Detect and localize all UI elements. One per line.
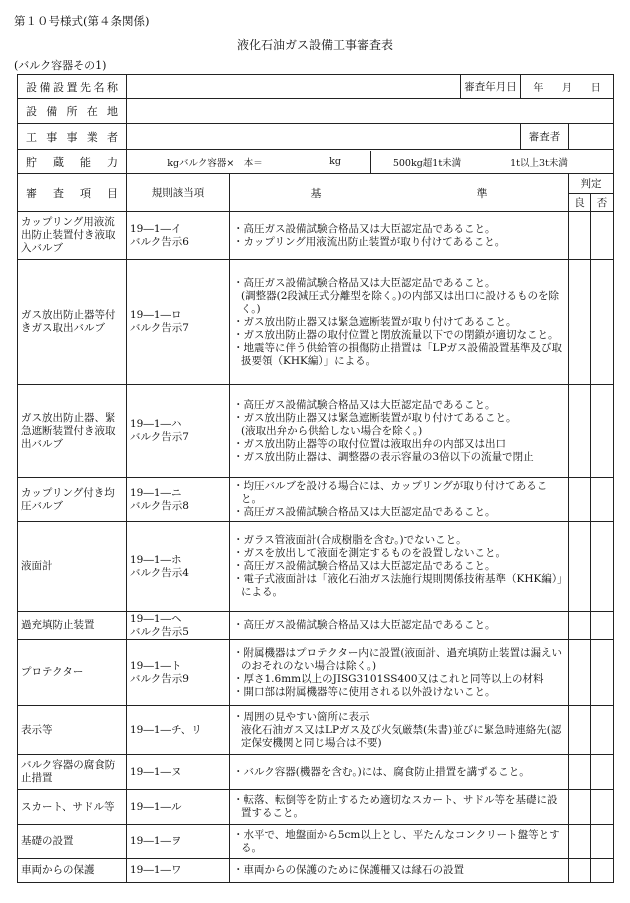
table-row (18, 612, 614, 640)
review-date-field[interactable] (521, 75, 614, 99)
capacity-option-1[interactable]: 500kg超1t未満 (392, 157, 462, 169)
item-cell: 車両からの保護 (18, 859, 127, 883)
clause-line: バルク告示6 (130, 235, 189, 248)
good-check-cell[interactable] (569, 825, 591, 859)
good-check-cell[interactable] (569, 859, 591, 883)
criteria-bullet: ・ 地震等に伴う供給管の損傷防止措置は「LPガス設備設置基準及び取扱要領（KHK編）」による。 (233, 342, 565, 368)
examiner-label: 審査者 (521, 124, 569, 150)
item-cell: 過充填防止装置 (18, 612, 127, 640)
clause-cell (127, 790, 230, 825)
clause-cell (127, 859, 230, 883)
criteria-bullet: ・ 高圧ガス設備試験合格品又は大臣認定品であること。 (233, 506, 565, 519)
date-day: 日 (590, 83, 601, 94)
review-table (17, 74, 614, 883)
criteria-bullet: ・ 厚さ1.6mm以上のJISG3101SS400又はこれと同等以上の材料 (233, 673, 565, 686)
criteria-bullet: ・ ガスを放出して液面を測定するものを設置しないこと。 (233, 547, 565, 560)
clause-line: 19―1―イ (130, 222, 182, 235)
clause-line: バルク告示5 (130, 625, 189, 638)
col-clause-header: 規則該当項 (127, 174, 230, 212)
criteria-bullet: ・ ガス放出防止器又は緊急遮断装置が取り付けてあること。 (233, 316, 565, 329)
criteria-bullet: ・ 開口部は附属機器等に使用される以外設けないこと。 (233, 686, 565, 699)
criteria-cell (230, 212, 569, 260)
good-check-cell[interactable] (569, 478, 591, 522)
clause-line: バルク告示7 (130, 322, 189, 334)
clause-cell (127, 706, 230, 755)
capacity-formula: kgバルク容器× 本＝ (167, 157, 263, 169)
criteria-bullet: ・ 高圧ガス設備試験合格品又は大臣認定品であること。 (233, 223, 565, 236)
examiner-field[interactable] (569, 124, 614, 150)
clause-line: 19―1―ヲ (130, 835, 182, 847)
col-bad-header: 否 (591, 194, 614, 212)
bad-check-cell[interactable] (591, 706, 614, 755)
clause-cell (127, 640, 230, 706)
bad-check-cell[interactable] (591, 640, 614, 706)
capacity-field[interactable] (127, 150, 614, 174)
row-contractor (18, 124, 614, 150)
criteria-bullet: ・ 附属機器はプロテクター内に設置(液面計、過充填防止装置は漏えいのおそれのない場合は除く。) (233, 647, 565, 673)
criteria-bullet: ・ 水平で、地盤面から5cm以上とし、平たんなコンクリート盤等とする。 (233, 829, 565, 855)
bad-check-cell[interactable] (591, 212, 614, 260)
bad-check-cell[interactable] (591, 790, 614, 825)
criteria-cell (230, 640, 569, 706)
table-row (18, 522, 614, 612)
item-cell: プロテクター (18, 640, 127, 706)
clause-line: バルク告示9 (130, 672, 189, 685)
criteria-bullet: ・ 高圧ガス設備試験合格品又は大臣認定品であること。 (233, 619, 565, 632)
item-cell: ガス放出防止器、緊急遮断装置付き液取出バルブ (18, 385, 127, 478)
capacity-label: 貯蔵能力 (18, 150, 127, 174)
clause-line: バルク告示7 (130, 431, 189, 443)
criteria-rows (18, 212, 614, 883)
criteria-bullet: ・ ガス放出防止器等の取付位置は液取出弁の内部又は出口 (233, 438, 565, 451)
criteria-bullet: ・ ガス放出防止器は、調整器の表示容量の3倍以下の流量で閉止 (233, 451, 565, 464)
clause-line: バルク告示4 (130, 566, 189, 579)
criteria-bullet: ・ カップリング用液流出防止装置が取り付けてあること。 (233, 236, 565, 249)
standard-header-b: 準 (476, 186, 488, 200)
table-row (18, 859, 614, 883)
clause-cell (127, 612, 230, 640)
good-check-cell[interactable] (569, 260, 591, 385)
bad-check-cell[interactable] (591, 859, 614, 883)
table-row (18, 825, 614, 859)
criteria-bullet: ・ 高圧ガス設備試験合格品又は大臣認定品であること。 (233, 560, 565, 573)
good-check-cell[interactable] (569, 522, 591, 612)
item-cell: 液面計 (18, 522, 127, 612)
criteria-bullet: ・ 車両からの保護のために保護柵又は縁石の設置 (233, 864, 565, 877)
criteria-bullet: ・ 高圧ガス設備試験合格品又は大臣認定品であること。 (233, 399, 565, 412)
bad-check-cell[interactable] (591, 755, 614, 790)
item-cell: 表示等 (18, 706, 127, 755)
location-field[interactable] (127, 99, 614, 124)
table-row (18, 706, 614, 755)
criteria-bullet: ・ バルク容器(機器を含む。)には、腐食防止措置を講ずること。 (233, 766, 565, 779)
criteria-bullet: ・ ガラス管液面計(合成樹脂を含む。)でないこと。 (233, 534, 565, 547)
clause-cell (127, 212, 230, 260)
bad-check-cell[interactable] (591, 825, 614, 859)
form-subtitle: (バルク容器その1) (14, 59, 107, 72)
clause-cell (127, 260, 230, 385)
site-name-label: 設備設置先名称 (18, 75, 127, 99)
bad-check-cell[interactable] (591, 260, 614, 385)
clause-line: 19―1―ハ (130, 418, 182, 430)
site-name-field[interactable] (127, 75, 461, 99)
clause-line: 19―1―ニ (130, 486, 182, 499)
criteria-cell (230, 522, 569, 612)
row-location (18, 99, 614, 124)
clause-line: 19―1―ワ (130, 864, 182, 876)
good-check-cell[interactable] (569, 612, 591, 640)
bad-check-cell[interactable] (591, 522, 614, 612)
date-year: 年 (533, 83, 544, 94)
clause-line: 19―1―ホ (130, 553, 182, 566)
criteria-cell (230, 385, 569, 478)
contractor-label: 工事事業者 (18, 124, 127, 150)
table-row (18, 755, 614, 790)
criteria-note: (調整器(2段減圧式分離型を除く。)の内部又は出口に設けるものを除く。) (241, 289, 560, 315)
item-cell: スカート、サドル等 (18, 790, 127, 825)
criteria-cell (230, 825, 569, 859)
clause-line: バルク告示8 (130, 499, 189, 512)
criteria-bullet: ・ ガス放出防止器の取付位置と閉放流量以下での閉鎖が適切なこと。 (233, 329, 565, 342)
table-row (18, 640, 614, 706)
clause-cell (127, 825, 230, 859)
bad-check-cell[interactable] (591, 385, 614, 478)
criteria-bullet: ・ 高圧ガス設備試験合格品又は大臣認定品であること。 (233, 277, 565, 290)
item-cell: カップリング用液流出防止装置付き液取入バルブ (18, 212, 127, 260)
table-row (18, 478, 614, 522)
table-row (18, 790, 614, 825)
clause-cell (127, 755, 230, 790)
clause-cell (127, 478, 230, 522)
criteria-bullet: ・ ガス放出防止器又は緊急遮断装置が取り付けてあること。 (233, 412, 565, 425)
capacity-unit: kg (329, 156, 341, 167)
criteria-cell (230, 790, 569, 825)
form-number: 第１０号様式(第４条関係) (14, 14, 150, 28)
clause-line: 19―1―ヘ (130, 612, 182, 625)
item-cell: 基礎の設置 (18, 825, 127, 859)
col-good-header: 良 (569, 194, 591, 212)
col-item-header: 審査項目 (18, 174, 127, 212)
standard-header-a: 基 (310, 186, 322, 200)
criteria-cell (230, 859, 569, 883)
criteria-bullet: ・ 周囲の見やすい箇所に表示 (233, 711, 565, 724)
criteria-cell (230, 612, 569, 640)
good-check-cell[interactable] (569, 755, 591, 790)
item-cell: カップリング付き均圧バルブ (18, 478, 127, 522)
bad-check-cell[interactable] (591, 478, 614, 522)
row-capacity (18, 150, 614, 174)
criteria-note: 液化石油ガス又はLPガス及び火気厳禁(朱書)並びに緊急時連絡先(認定保安機関と同じ場合は不要) (241, 723, 562, 749)
col-judge-header: 判定 (569, 174, 614, 194)
criteria-cell (230, 755, 569, 790)
date-month: 月 (562, 83, 573, 94)
good-check-cell[interactable] (569, 212, 591, 260)
good-check-cell[interactable] (569, 385, 591, 478)
criteria-bullet: ・ 均圧バルブを設ける場合には、カップリングが取り付けてあること。 (233, 480, 565, 506)
clause-line: 19―1―ル (130, 800, 182, 813)
bad-check-cell[interactable] (591, 612, 614, 640)
clause-line: 19―1―ヌ (130, 765, 182, 778)
review-date-label: 審査年月日 (461, 75, 521, 99)
good-check-cell[interactable] (569, 706, 591, 755)
item-cell: バルク容器の腐食防止措置 (18, 755, 127, 790)
good-check-cell[interactable] (569, 790, 591, 825)
good-check-cell[interactable] (569, 640, 591, 706)
table-row (18, 212, 614, 260)
clause-line: 19―1―ロ (130, 309, 182, 321)
criteria-cell (230, 706, 569, 755)
clause-line: 19―1―チ、リ (130, 723, 202, 736)
table-row (18, 385, 614, 478)
row-site (18, 75, 614, 99)
clause-cell (127, 385, 230, 478)
criteria-note: (液取出弁から供給しない場合を除く。) (241, 424, 423, 437)
item-cell: ガス放出防止器等付きガス取出バルブ (18, 260, 127, 385)
clause-line: 19―1―ト (130, 659, 182, 672)
clause-cell (127, 522, 230, 612)
contractor-field[interactable] (127, 124, 521, 150)
criteria-bullet: ・ 転落、転倒等を防止するため適切なスカート、サドル等を基礎に設置すること。 (233, 794, 565, 820)
criteria-bullet: ・ 電子式液面計は「液化石油ガス法施行規則関係技術基準（KHK編）」による。 (233, 573, 565, 599)
capacity-option-2[interactable]: 1t以上3t未満 (510, 157, 568, 169)
form-title: 液化石油ガス設備工事審査表 (236, 38, 393, 52)
criteria-cell (230, 260, 569, 385)
col-standard-header (230, 174, 569, 212)
location-label: 設備所在地 (18, 99, 127, 124)
table-row (18, 260, 614, 385)
header-row-1 (18, 174, 614, 194)
criteria-cell (230, 478, 569, 522)
